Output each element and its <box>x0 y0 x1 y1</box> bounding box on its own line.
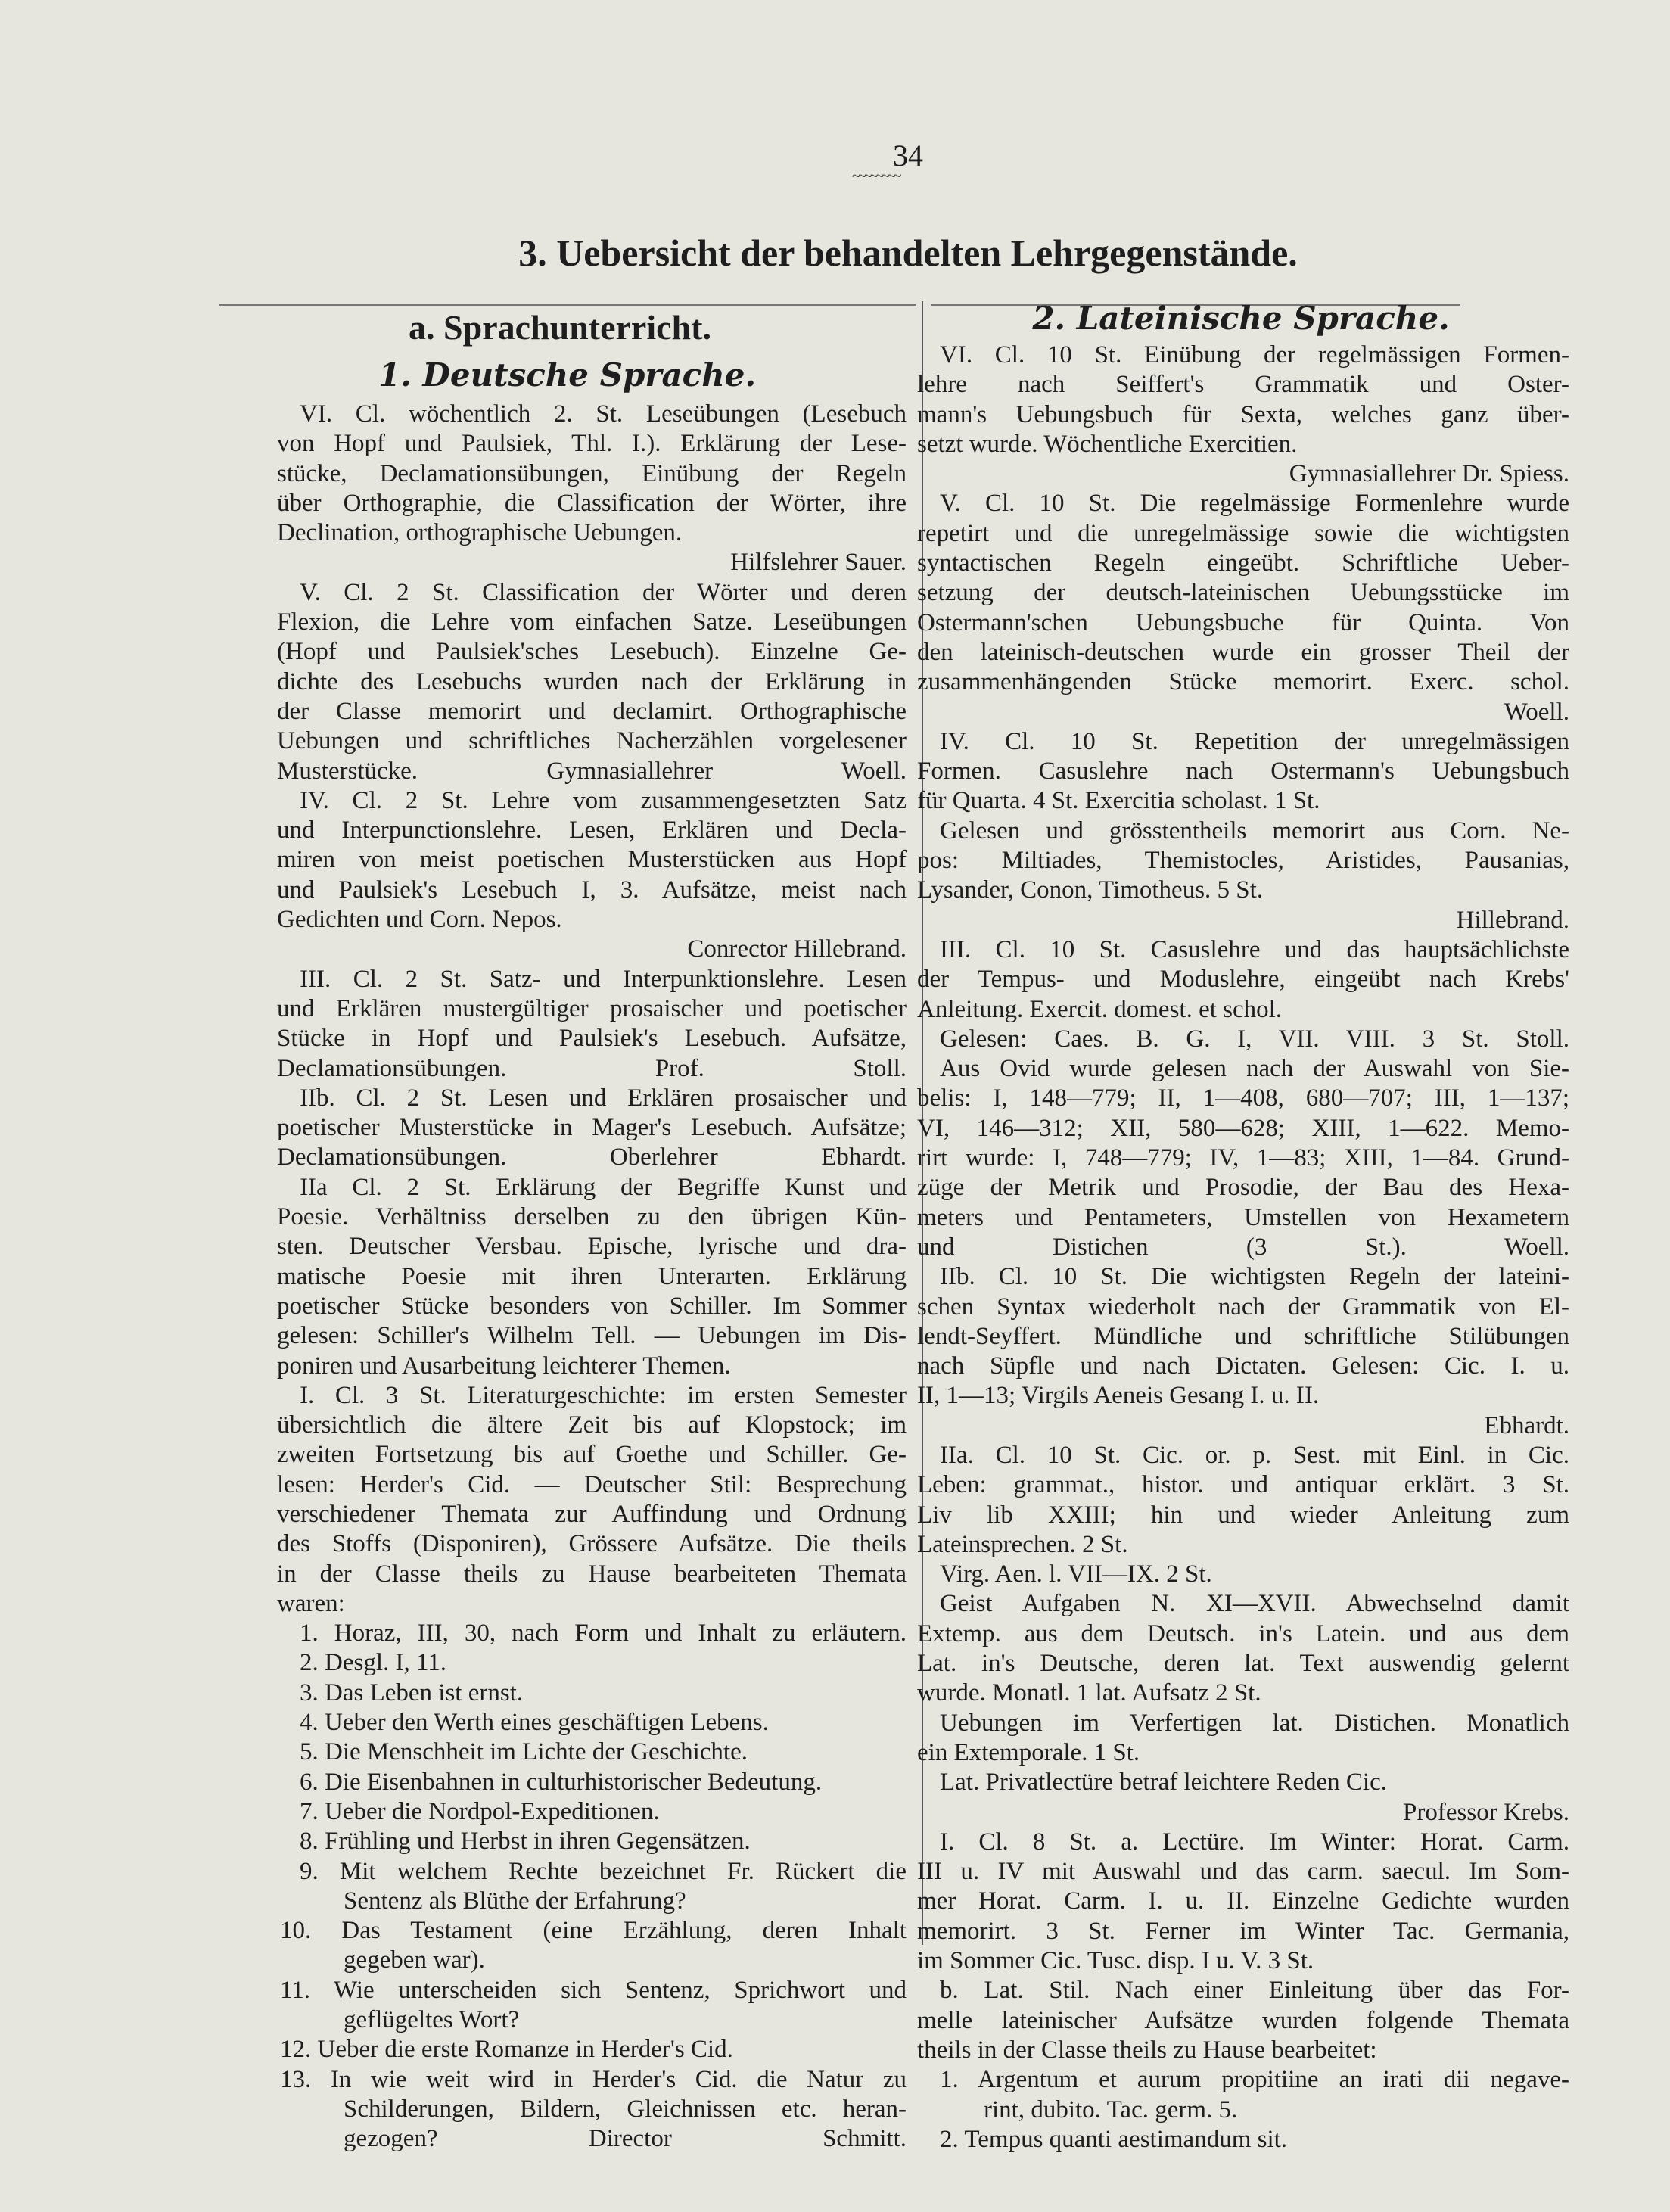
right-column <box>917 341 1569 2154</box>
text-line: gegeben war). <box>344 1946 485 1974</box>
text-line: Hillebrand. <box>1456 906 1569 934</box>
text-line: für Quarta. 4 St. Exercitia scholast. 1 St. <box>917 787 1320 815</box>
text-line: Aus Ovid wurde gelesen nach der Auswahl von Sie- <box>940 1055 1569 1083</box>
text-line: gezogen? Director Schmitt. <box>344 2125 907 2153</box>
text-line: 4. Ueber den Werth eines geschäftigen Lebens. <box>300 1709 769 1737</box>
text-line: mann's Uebungsbuch für Sexta, welches ganz über- <box>917 400 1569 428</box>
subheading-lateinische-sprache: 2. Lateinische Sprache. <box>1032 300 1450 337</box>
text-line: IIa Cl. 2 St. Erklärung der Begriffe Kunst und <box>300 1173 907 1201</box>
text-line: stücke, Declamationsübungen, Einübung der Regeln <box>277 459 907 487</box>
text-line: 5. Die Menschheit im Lichte der Geschichte. <box>300 1738 748 1766</box>
subheading-deutsche-sprache: 1. Deutsche Sprache. <box>378 356 757 394</box>
text-line: schen Syntax wiederholt nach der Grammatik von El- <box>917 1293 1569 1321</box>
text-line: (Hopf und Paulsiek'sches Lesebuch). Einzelne Ge- <box>277 638 907 666</box>
text-line: memorirt. 3 St. Ferner im Winter Tac. Germania, <box>917 1917 1569 1945</box>
text-line: repetirt und die unregelmässige sowie die wichtigsten <box>917 519 1569 547</box>
text-line: Hilfslehrer Sauer. <box>730 549 907 577</box>
text-line: setzt wurde. Wöchentliche Exercitien. <box>917 430 1298 458</box>
text-line: poetischer Stücke besonders von Schiller. Im Sommer <box>277 1292 907 1320</box>
text-line: Ebhardt. <box>1484 1411 1569 1439</box>
text-line: Conrector Hillebrand. <box>687 935 907 963</box>
text-line: Gedichten und Corn. Nepos. <box>277 906 562 934</box>
page-number: 34 <box>893 138 923 173</box>
text-line: der Tempus- und Moduslehre, eingeübt nach Krebs' <box>917 966 1569 994</box>
text-line: Gelesen und grösstentheils memorirt aus Corn. Ne- <box>940 817 1569 845</box>
text-line: meters und Pentameters, Umstellen von Hexametern <box>917 1203 1569 1231</box>
text-line: von Hopf und Paulsiek, Thl. I.). Erklärung der Lese- <box>277 430 907 458</box>
text-line: Ostermann'schen Uebungsbuche für Quinta. Von <box>917 608 1569 636</box>
text-line: melle lateinischer Aufsätze wurden folgende Themata <box>917 2006 1569 2034</box>
text-line: und Paulsiek's Lesebuch I, 3. Aufsätze, meist nach <box>277 876 907 904</box>
section-heading-sprachunterricht: a. Sprachunterricht. <box>409 308 711 347</box>
text-line: I. Cl. 3 St. Literaturgeschichte: im ersten Semester <box>300 1381 907 1409</box>
main-title: 3. Uebersicht der behandelten Lehrgegenstände. <box>518 232 1298 274</box>
text-line: b. Lat. Stil. Nach einer Einleitung über das For- <box>940 1977 1569 2005</box>
text-line: im Sommer Cic. Tusc. disp. I u. V. 3 St. <box>917 1947 1314 1975</box>
text-line: Formen. Casuslehre nach Ostermann's Uebungsbuch <box>917 758 1569 786</box>
text-line: Musterstücke. Gymnasiallehrer Woell. <box>277 757 907 785</box>
text-line: IIb. Cl. 10 St. Die wichtigsten Regeln der lateini- <box>940 1263 1569 1291</box>
text-line: V. Cl. 10 St. Die regelmässige Formenlehre wurde <box>940 490 1569 518</box>
text-line: Liv lib XXIII; hin und wieder Anleitung zum <box>917 1501 1569 1529</box>
text-line: geflügeltes Wort? <box>344 2006 520 2034</box>
text-line: züge der Metrik und Prosodie, der Bau des Hexa- <box>917 1174 1569 1202</box>
text-line: 8. Frühling und Herbst in ihren Gegensätzen. <box>300 1828 751 1856</box>
text-line: in der Classe theils zu Hause bearbeiteten Themata <box>277 1560 907 1588</box>
text-line: zweiten Fortsetzung bis auf Goethe und Schiller. Ge- <box>277 1441 907 1469</box>
text-line: 13. In wie weit wird in Herder's Cid. die Natur zu <box>280 2065 907 2093</box>
text-line: Uebungen im Verfertigen lat. Distichen. Monatlich <box>940 1709 1569 1737</box>
text-line: wurde. Monatl. 1 lat. Aufsatz 2 St. <box>917 1679 1261 1707</box>
text-line: 12. Ueber die erste Romanze in Herder's Cid. <box>280 2036 733 2064</box>
text-line: II, 1—13; Virgils Aeneis Gesang I. u. II. <box>917 1382 1320 1410</box>
text-line: über Orthographie, die Classification der Wörter, ihre <box>277 489 907 517</box>
text-line: waren: <box>277 1589 345 1617</box>
text-line: und Distichen (3 St.). Woell. <box>917 1233 1569 1261</box>
text-line: Geist Aufgaben N. XI—XVII. Abwechselnd damit <box>940 1590 1569 1618</box>
text-line: IIb. Cl. 2 St. Lesen und Erklären prosaischer und <box>300 1084 907 1112</box>
text-line: lehre nach Seiffert's Grammatik und Oster- <box>917 371 1569 399</box>
text-line: IV. Cl. 10 St. Repetition der unregelmässigen <box>940 727 1569 755</box>
text-line: und Erklären mustergültiger prosaischer und poetischer <box>277 994 907 1022</box>
text-line: den lateinisch-deutschen wurde ein grosser Theil der <box>917 638 1569 666</box>
text-line: 1. Horaz, III, 30, nach Form und Inhalt zu erläutern. <box>300 1619 907 1647</box>
text-line: V. Cl. 2 St. Classification der Wörter und deren <box>300 578 907 606</box>
text-line: des Stoffs (Disponiren), Grössere Aufsätze. Die theils <box>277 1530 907 1558</box>
text-line: setzung der deutsch-lateinischen Uebungsstücke im <box>917 579 1569 607</box>
text-line: Uebungen und schriftliches Nacherzählen vorgelesener <box>277 727 907 755</box>
text-line: der Classe memorirt und declamirt. Orthographische <box>277 697 907 725</box>
text-line: III u. IV mit Auswahl und das carm. saecul. Im Som- <box>917 1858 1569 1886</box>
text-line: pos: Miltiades, Themistocles, Aristides, Pausanias, <box>917 847 1569 875</box>
text-line: Extemp. aus dem Deutsch. in's Latein. und aus dem <box>917 1619 1569 1647</box>
text-line: VI. Cl. 10 St. Einübung der regelmässigen Formen- <box>940 341 1569 369</box>
text-line: 10. Das Testament (eine Erzählung, deren Inhalt <box>280 1917 907 1945</box>
text-line: 2. Desgl. I, 11. <box>300 1649 447 1677</box>
text-line: syntactischen Regeln eingeübt. Schriftliche Ueber- <box>917 549 1569 577</box>
text-line: 9. Mit welchem Rechte bezeichnet Fr. Rückert die <box>300 1857 907 1885</box>
text-line: Declination, orthographische Uebungen. <box>277 519 683 547</box>
text-line: Lat. Privatlectüre betraf leichtere Reden Cic. <box>940 1769 1387 1797</box>
text-line: Virg. Aen. l. VII—IX. 2 St. <box>940 1560 1212 1588</box>
text-line: ein Extemporale. 1 St. <box>917 1738 1140 1766</box>
text-line: III. Cl. 2 St. Satz- und Interpunktionslehre. Lesen <box>300 965 907 993</box>
text-line: 1. Argentum et aurum propitiine an irati dii negave- <box>940 2066 1569 2094</box>
text-line: lesen: Herder's Cid. — Deutscher Stil: Besprechung <box>277 1470 907 1498</box>
text-line: Gymnasiallehrer Dr. Spiess. <box>1289 460 1569 488</box>
left-column <box>277 400 907 2154</box>
text-line: 7. Ueber die Nordpol-Expeditionen. <box>300 1797 660 1825</box>
text-line: 11. Wie unterscheiden sich Sentenz, Sprichwort und <box>280 1976 907 2004</box>
text-line: zusammenhängenden Stücke memorirt. Exerc. schol. <box>917 668 1569 696</box>
text-line: theils in der Classe theils zu Hause bearbeitet: <box>917 2036 1377 2064</box>
text-line: poetischer Musterstücke in Mager's Lesebuch. Aufsätze; <box>277 1114 907 1142</box>
text-line: VI. Cl. wöchentlich 2. St. Leseübungen (Lesebuch <box>300 400 907 428</box>
text-line: Lysander, Conon, Timotheus. 5 St. <box>917 876 1264 904</box>
text-line: IIa. Cl. 10 St. Cic. or. p. Sest. mit Einl. in Cic. <box>940 1441 1569 1469</box>
text-line: verschiedener Themata zur Auffindung und Ordnung <box>277 1500 907 1528</box>
text-line: Stücke in Hopf und Paulsiek's Lesebuch. Aufsätze, <box>277 1025 907 1053</box>
text-line: Leben: grammat., histor. und antiquar erklärt. 3 St. <box>917 1471 1569 1499</box>
text-line: übersichtlich die ältere Zeit bis auf Klopstock; im <box>277 1411 907 1439</box>
text-line: belis: I, 148—779; II, 1—408, 680—707; III, 1—137; <box>917 1084 1569 1112</box>
page-number-ornament: ~~~~~~~~ <box>852 171 900 182</box>
text-line: lendt-Seyffert. Mündliche und schriftliche Stilübungen <box>917 1322 1569 1350</box>
text-line: matische Poesie mit ihren Unterarten. Erklärung <box>277 1262 907 1290</box>
text-line: Gelesen: Caes. B. G. I, VII. VIII. 3 St. Stoll. <box>940 1025 1569 1053</box>
text-line: Sentenz als Blüthe der Erfahrung? <box>344 1887 686 1915</box>
text-line: gelesen: Schiller's Wilhelm Tell. — Uebungen im Dis- <box>277 1322 907 1350</box>
text-line: 2. Tempus quanti aestimandum sit. <box>940 2125 1288 2153</box>
text-line: 3. Das Leben ist ernst. <box>300 1678 524 1706</box>
text-line: Lateinsprechen. 2 St. <box>917 1530 1128 1558</box>
text-line: Professor Krebs. <box>1403 1798 1569 1826</box>
text-line: sten. Deutscher Versbau. Epische, lyrische und dra- <box>277 1233 907 1261</box>
text-line: IV. Cl. 2 St. Lehre vom zusammengesetzten Satz <box>300 786 907 814</box>
text-line: nach Süpfle und nach Dictaten. Gelesen: Cic. I. u. <box>917 1352 1569 1380</box>
text-line: 6. Die Eisenbahnen in culturhistorischer Bedeutung. <box>300 1768 823 1796</box>
text-line: Woell. <box>1504 698 1569 726</box>
text-line: Lat. in's Deutsche, deren lat. Text auswendig gelernt <box>917 1650 1569 1678</box>
text-line: Declamationsübungen. Oberlehrer Ebhardt. <box>277 1143 907 1171</box>
text-line: Schilderungen, Bildern, Gleichnissen etc. heran- <box>344 2095 907 2123</box>
text-line: poniren und Ausarbeitung leichterer Themen. <box>277 1352 731 1380</box>
text-line: Declamationsübungen. Prof. Stoll. <box>277 1054 907 1082</box>
text-line: I. Cl. 8 St. a. Lectüre. Im Winter: Horat. Carm. <box>940 1828 1569 1856</box>
text-line: mer Horat. Carm. I. u. II. Einzelne Gedichte wurden <box>917 1887 1569 1915</box>
text-line: Flexion, die Lehre vom einfachen Satze. Leseübungen <box>277 608 907 636</box>
text-line: rint, dubito. Tac. germ. 5. <box>984 2095 1238 2123</box>
text-line: miren von meist poetischen Musterstücken aus Hopf <box>277 846 907 874</box>
text-line: und Interpunctionslehre. Lesen, Erklären und Decla- <box>277 817 907 845</box>
text-line: Anleitung. Exercit. domest. et schol. <box>917 995 1283 1023</box>
text-line: VI, 146—312; XII, 580—628; XIII, 1—622. Memo- <box>917 1114 1569 1142</box>
text-line: Poesie. Verhältniss derselben zu den übrigen Kün- <box>277 1203 907 1231</box>
text-line: rirt wurde: I, 748—779; IV, 1—83; XIII, 1—84. Grund- <box>917 1144 1569 1172</box>
text-line: dichte des Lesebuchs wurden nach der Erklärung in <box>277 667 907 695</box>
text-line: III. Cl. 10 St. Casuslehre und das hauptsächlichste <box>940 935 1569 963</box>
